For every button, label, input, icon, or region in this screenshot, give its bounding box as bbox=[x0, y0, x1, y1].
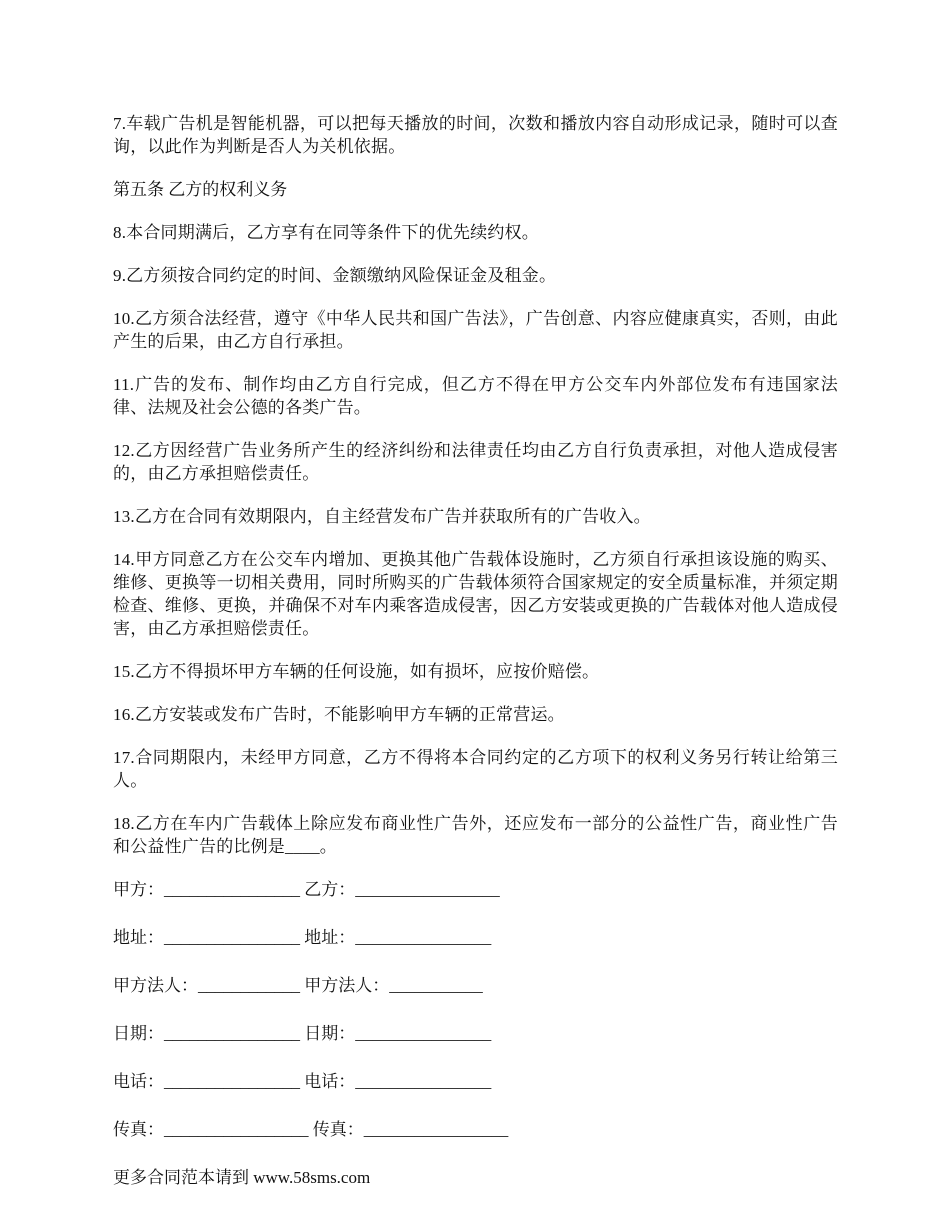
signature-row-address: 地址：________________ 地址：________________ bbox=[113, 928, 492, 947]
signature-row-party: 甲方：________________ 乙方：_________________ bbox=[113, 880, 500, 899]
signature-block bbox=[113, 878, 838, 1141]
clause-15: 15.乙方不得损坏甲方车辆的任何设施，如有损坏，应按价赔偿。 bbox=[113, 662, 600, 681]
signature-row-legal-rep: 甲方法人：____________ 甲方法人：___________ bbox=[113, 976, 483, 995]
footer-note: 更多合同范本请到 www.58sms.com bbox=[113, 1168, 371, 1187]
signature-row-phone: 电话：________________ 电话：________________ bbox=[113, 1072, 492, 1091]
clause-10: 10.乙方须合法经营，遵守《中华人民共和国广告法》，广告创意、内容应健康真实，否则，由此产生的后果，由乙方自行承担。 bbox=[113, 309, 838, 351]
clause-8: 8.本合同期满后，乙方享有在同等条件下的优先续约权。 bbox=[113, 223, 539, 242]
section-heading: 第五条 乙方的权利义务 bbox=[113, 180, 288, 199]
clause-13: 13.乙方在合同有效期限内，自主经营发布广告并获取所有的广告收入。 bbox=[113, 507, 651, 526]
clause-18: 18.乙方在车内广告载体上除应发布商业性广告外，还应发布一部分的公益性广告，商业性广告和公益性广告的比例是____。 bbox=[113, 814, 838, 856]
clause-14: 14.甲方同意乙方在公交车内增加、更换其他广告载体设施时，乙方须自行承担该设施的购买、维修、更换等一切相关费用，同时所购买的广告载体须符合国家规定的安全质量标准，并须定期检查、维修、更换，并确保不对车内乘客造成侵害，因乙方安装或更换的广告载体对他人造成侵害，由乙方承担赔偿责任。 bbox=[113, 550, 838, 638]
clause-17: 17.合同期限内，未经甲方同意，乙方不得将本合同约定的乙方项下的权利义务另行转让给第三人。 bbox=[113, 748, 838, 790]
signature-row-fax: 传真：_________________ 传真：_________________ bbox=[113, 1120, 509, 1139]
signature-row-date: 日期：________________ 日期：________________ bbox=[113, 1024, 492, 1043]
document-page bbox=[113, 112, 838, 1189]
clause-11: 11.广告的发布、制作均由乙方自行完成，但乙方不得在甲方公交车内外部位发布有违国家法律、法规及社会公德的各类广告。 bbox=[113, 375, 838, 417]
clause-7: 7.车载广告机是智能机器，可以把每天播放的时间，次数和播放内容自动形成记录，随时可以查询，以此作为判断是否人为关机依据。 bbox=[113, 114, 838, 156]
clause-16: 16.乙方安装或发布广告时，不能影响甲方车辆的正常营运。 bbox=[113, 705, 565, 724]
clause-9: 9.乙方须按合同约定的时间、金额缴纳风险保证金及租金。 bbox=[113, 266, 557, 285]
clause-12: 12.乙方因经营广告业务所产生的经济纠纷和法律责任均由乙方自行负责承担，对他人造成侵害的，由乙方承担赔偿责任。 bbox=[113, 441, 838, 483]
